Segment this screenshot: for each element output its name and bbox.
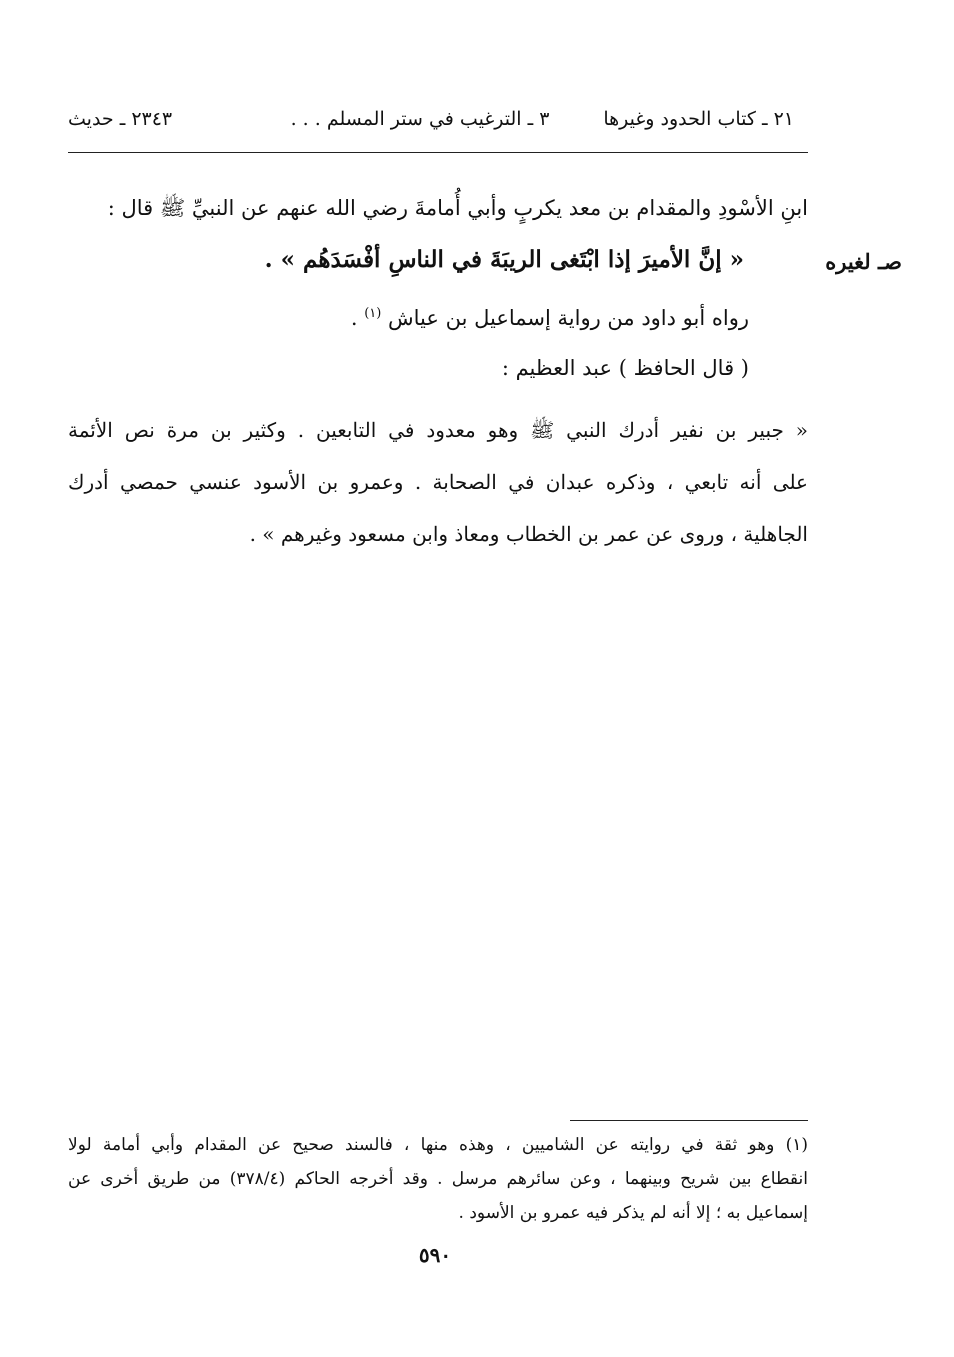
commentary-line: « جبير بن نفير أدرك النبي ﷺ وهو معدود في التابعين . وكثير بن مرة نص الأئمة bbox=[68, 418, 808, 442]
footnote-marker[interactable]: (١) bbox=[364, 306, 382, 321]
footnote-line: (١) وهو ثقة في روايته عن الشاميين ، وهذه منها ، فالسند صحيح عن المقدام وأبي أمامة لولا bbox=[68, 1135, 808, 1155]
commentary-paragraph bbox=[68, 404, 808, 560]
riwaya-end: . bbox=[350, 306, 358, 330]
footnote-line: إسماعيل به ؛ إلا أنه لم يذكر فيه عمرو بن الأسود . bbox=[458, 1203, 808, 1223]
riwaya-line bbox=[351, 296, 749, 336]
narration-line bbox=[68, 188, 808, 228]
footnote-divider bbox=[570, 1120, 808, 1121]
commentary-line: الجاهلية ، وروى عن عمر بن الخطاب ومعاذ وابن مسعود وغيرهم » . bbox=[249, 522, 808, 546]
hadith-text: « إنَّ الأميرَ إذا ابْتَغى الريبَةَ في الناسِ أفْسَدَهُم » . bbox=[264, 246, 744, 273]
narration-text: ابنِ الأسْودِ والمقدام بن معد يكربٍ وأبي أُمامةَ رضي الله عنهم عن النبيِّ ﷺ قال : bbox=[107, 196, 808, 220]
grade-marginal-note: صـ لغيره bbox=[825, 249, 902, 274]
page-number: ٥٩٠ bbox=[418, 1243, 452, 1267]
footnote-line: انقطاع بين شريح وبينهما ، وعن سائرهم مرسل . وقد أخرجه الحاكم (٣٧٨/٤) من طريق أخرى عن bbox=[68, 1169, 808, 1189]
hafiz-label: ( قال الحافظ ) عبد العظيم : bbox=[501, 356, 749, 380]
riwaya-text: رواه أبو داود من رواية إسماعيل بن عياش bbox=[388, 306, 749, 330]
running-header-section: ٣ ـ الترغيب في ستر المسلم . . . bbox=[290, 108, 550, 130]
footnote bbox=[68, 1128, 808, 1230]
running-header-chapter: ٢١ ـ كتاب الحدود وغيرها bbox=[603, 108, 794, 130]
running-header-hadith-number: ٢٣٤٣ ـ حديث bbox=[68, 108, 173, 130]
commentary-line: على أنه تابعي ، وذكره عبدان في الصحابة . وعمرو بن الأسود عنسي حمصي أدرك bbox=[68, 470, 808, 494]
header-divider bbox=[68, 152, 808, 153]
